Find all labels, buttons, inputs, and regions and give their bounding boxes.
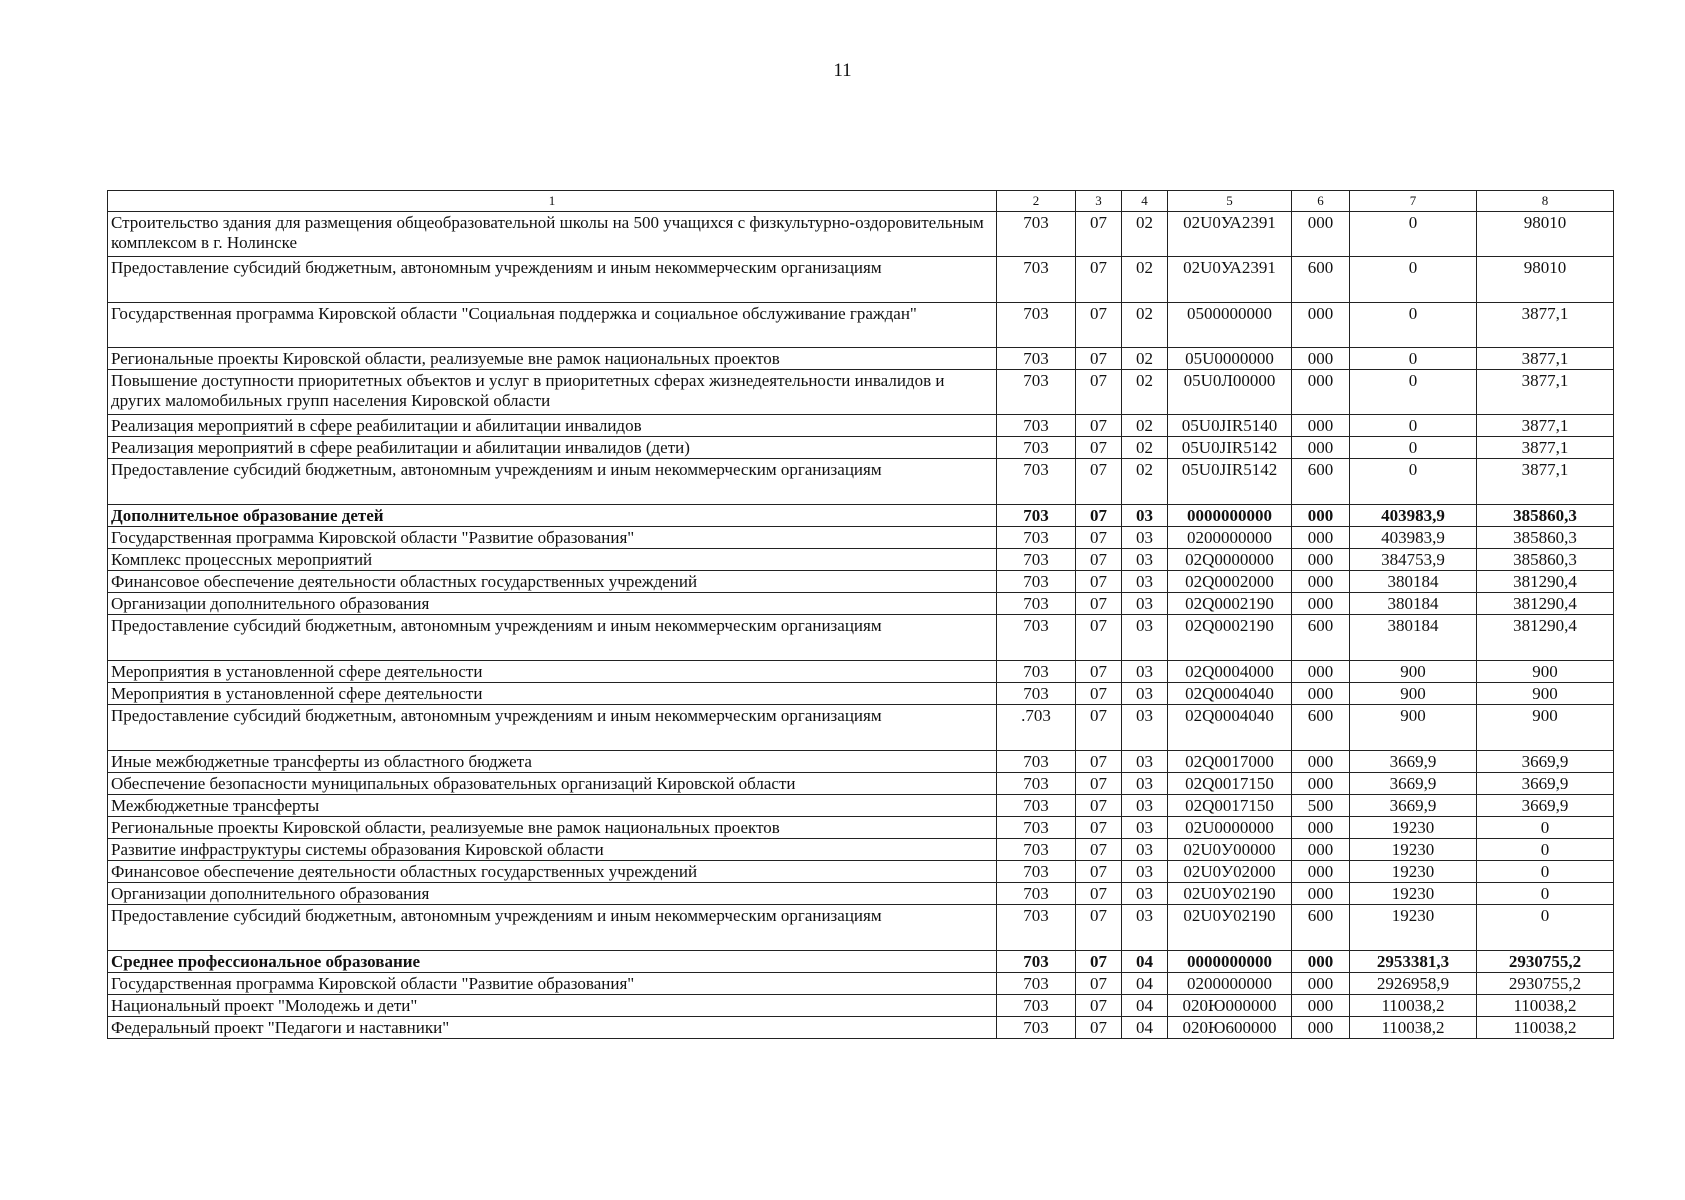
col7-cell: 900: [1350, 661, 1477, 683]
col8-cell: 3877,1: [1477, 415, 1614, 437]
col4-cell: 03: [1122, 861, 1168, 883]
header-cell: 6: [1292, 191, 1350, 212]
col5-cell: 02Q0004000: [1168, 661, 1292, 683]
col7-cell: 19230: [1350, 839, 1477, 861]
row-name-cell: Организации дополнительного образования: [108, 883, 997, 905]
col4-cell: 04: [1122, 995, 1168, 1017]
col4-cell: 03: [1122, 549, 1168, 571]
table-row: [108, 257, 1614, 303]
col8-cell: 0: [1477, 817, 1614, 839]
col3-cell: 07: [1076, 773, 1122, 795]
col8-cell: 0: [1477, 883, 1614, 905]
col5-cell: 05U0000000: [1168, 348, 1292, 370]
table-row: [108, 817, 1614, 839]
col3-cell: 07: [1076, 437, 1122, 459]
row-name-cell: Финансовое обеспечение деятельности областных государственных учреждений: [108, 861, 997, 883]
col8-cell: 381290,4: [1477, 593, 1614, 615]
col2-cell: .703: [997, 705, 1076, 751]
table-row: [108, 705, 1614, 751]
col8-cell: 385860,3: [1477, 527, 1614, 549]
table-row: [108, 571, 1614, 593]
col3-cell: 07: [1076, 883, 1122, 905]
col7-cell: 384753,9: [1350, 549, 1477, 571]
col8-cell: 3669,9: [1477, 751, 1614, 773]
col4-cell: 03: [1122, 795, 1168, 817]
col2-cell: 703: [997, 861, 1076, 883]
col4-cell: 02: [1122, 303, 1168, 348]
page-number: 11: [833, 60, 852, 81]
col8-cell: 3877,1: [1477, 459, 1614, 505]
col6-cell: 000: [1292, 593, 1350, 615]
col7-cell: 380184: [1350, 571, 1477, 593]
header-row: [108, 191, 1614, 212]
table-row: [108, 415, 1614, 437]
col4-cell: 02: [1122, 370, 1168, 415]
col7-cell: 110038,2: [1350, 995, 1477, 1017]
col2-cell: 703: [997, 683, 1076, 705]
row-name-cell: Предоставление субсидий бюджетным, автономным учреждениям и иным некоммерческим организациям: [108, 257, 997, 303]
col8-cell: 2930755,2: [1477, 973, 1614, 995]
col5-cell: 02Q0002000: [1168, 571, 1292, 593]
col7-cell: 0: [1350, 415, 1477, 437]
col2-cell: 703: [997, 1017, 1076, 1039]
row-name-cell: Комплекс процессных мероприятий: [108, 549, 997, 571]
col3-cell: 07: [1076, 593, 1122, 615]
col4-cell: 03: [1122, 661, 1168, 683]
col6-cell: 600: [1292, 257, 1350, 303]
col4-cell: 02: [1122, 459, 1168, 505]
col5-cell: 02Q0017150: [1168, 795, 1292, 817]
col5-cell: 0500000000: [1168, 303, 1292, 348]
row-name-cell: Повышение доступности приоритетных объектов и услуг в приоритетных сферах жизнедеятельности инвалидов и других маломобильных групп населения Кировской области: [108, 370, 997, 415]
col6-cell: 000: [1292, 527, 1350, 549]
row-name-cell: Межбюджетные трансферты: [108, 795, 997, 817]
col6-cell: 000: [1292, 773, 1350, 795]
col3-cell: 07: [1076, 348, 1122, 370]
col5-cell: 02U0У02000: [1168, 861, 1292, 883]
col2-cell: 703: [997, 348, 1076, 370]
col4-cell: 03: [1122, 905, 1168, 951]
row-name-cell: Государственная программа Кировской области "Социальная поддержка и социальное обслуживание граждан": [108, 303, 997, 348]
col7-cell: 0: [1350, 348, 1477, 370]
table-row: [108, 905, 1614, 951]
col7-cell: 0: [1350, 437, 1477, 459]
col6-cell: 600: [1292, 615, 1350, 661]
col6-cell: 000: [1292, 683, 1350, 705]
col6-cell: 600: [1292, 459, 1350, 505]
col3-cell: 07: [1076, 751, 1122, 773]
col4-cell: 03: [1122, 883, 1168, 905]
col2-cell: 703: [997, 839, 1076, 861]
col5-cell: 02U0У00000: [1168, 839, 1292, 861]
header-cell: 7: [1350, 191, 1477, 212]
col8-cell: 385860,3: [1477, 505, 1614, 527]
table-row: [108, 773, 1614, 795]
col3-cell: 07: [1076, 951, 1122, 973]
col7-cell: 110038,2: [1350, 1017, 1477, 1039]
col7-cell: 19230: [1350, 905, 1477, 951]
table-row: [108, 527, 1614, 549]
col6-cell: 000: [1292, 549, 1350, 571]
row-name-cell: Реализация мероприятий в сфере реабилитации и абилитации инвалидов (дети): [108, 437, 997, 459]
col3-cell: 07: [1076, 995, 1122, 1017]
col8-cell: 0: [1477, 861, 1614, 883]
col6-cell: 000: [1292, 1017, 1350, 1039]
col3-cell: 07: [1076, 459, 1122, 505]
table-row: [108, 951, 1614, 973]
col7-cell: 0: [1350, 459, 1477, 505]
col6-cell: 000: [1292, 973, 1350, 995]
col5-cell: 0000000000: [1168, 505, 1292, 527]
col5-cell: 02Q0002190: [1168, 615, 1292, 661]
col7-cell: 900: [1350, 683, 1477, 705]
col7-cell: 2953381,3: [1350, 951, 1477, 973]
col5-cell: 02Q0017150: [1168, 773, 1292, 795]
col2-cell: 703: [997, 973, 1076, 995]
col4-cell: 03: [1122, 505, 1168, 527]
col6-cell: 000: [1292, 437, 1350, 459]
col6-cell: 000: [1292, 995, 1350, 1017]
col2-cell: 703: [997, 527, 1076, 549]
col8-cell: 98010: [1477, 212, 1614, 257]
table-row: [108, 839, 1614, 861]
col2-cell: 703: [997, 370, 1076, 415]
col2-cell: 703: [997, 257, 1076, 303]
row-name-cell: Мероприятия в установленной сфере деятельности: [108, 683, 997, 705]
col3-cell: 07: [1076, 303, 1122, 348]
col5-cell: 02Q0004040: [1168, 683, 1292, 705]
row-name-cell: Дополнительное образование детей: [108, 505, 997, 527]
header-cell: 8: [1477, 191, 1614, 212]
col3-cell: 07: [1076, 527, 1122, 549]
col2-cell: 703: [997, 773, 1076, 795]
col2-cell: 703: [997, 212, 1076, 257]
row-name-cell: Мероприятия в установленной сфере деятельности: [108, 661, 997, 683]
col5-cell: 05U0JIR5142: [1168, 459, 1292, 505]
table-row: [108, 661, 1614, 683]
col4-cell: 02: [1122, 257, 1168, 303]
col6-cell: 000: [1292, 883, 1350, 905]
col2-cell: 703: [997, 415, 1076, 437]
col3-cell: 07: [1076, 861, 1122, 883]
row-name-cell: Государственная программа Кировской области "Развитие образования": [108, 973, 997, 995]
table-row: [108, 593, 1614, 615]
col4-cell: 04: [1122, 951, 1168, 973]
col2-cell: 703: [997, 615, 1076, 661]
col4-cell: 03: [1122, 705, 1168, 751]
table-row: [108, 370, 1614, 415]
col6-cell: 500: [1292, 795, 1350, 817]
col3-cell: 07: [1076, 615, 1122, 661]
col5-cell: 02Q0004040: [1168, 705, 1292, 751]
col5-cell: 0000000000: [1168, 951, 1292, 973]
col5-cell: 05U0JIR5140: [1168, 415, 1292, 437]
col8-cell: 3669,9: [1477, 773, 1614, 795]
col8-cell: 3669,9: [1477, 795, 1614, 817]
col4-cell: 03: [1122, 683, 1168, 705]
col3-cell: 07: [1076, 370, 1122, 415]
col6-cell: 000: [1292, 861, 1350, 883]
col8-cell: 0: [1477, 839, 1614, 861]
col7-cell: 3669,9: [1350, 795, 1477, 817]
table-row: [108, 549, 1614, 571]
col6-cell: 000: [1292, 571, 1350, 593]
row-name-cell: Иные межбюджетные трансферты из областного бюджета: [108, 751, 997, 773]
col4-cell: 03: [1122, 593, 1168, 615]
col5-cell: 02U0У02190: [1168, 883, 1292, 905]
table-row: [108, 861, 1614, 883]
row-name-cell: Предоставление субсидий бюджетным, автономным учреждениям и иным некоммерческим организациям: [108, 705, 997, 751]
table-row: [108, 615, 1614, 661]
col2-cell: 703: [997, 817, 1076, 839]
col4-cell: 03: [1122, 615, 1168, 661]
col6-cell: 000: [1292, 370, 1350, 415]
col3-cell: 07: [1076, 415, 1122, 437]
col3-cell: 07: [1076, 1017, 1122, 1039]
col3-cell: 07: [1076, 571, 1122, 593]
header-cell: 3: [1076, 191, 1122, 212]
col2-cell: 703: [997, 571, 1076, 593]
col7-cell: 0: [1350, 212, 1477, 257]
table-body: [108, 191, 1614, 1039]
col5-cell: 0200000000: [1168, 973, 1292, 995]
row-name-cell: Федеральный проект "Педагоги и наставники": [108, 1017, 997, 1039]
col8-cell: 0: [1477, 905, 1614, 951]
col6-cell: 000: [1292, 751, 1350, 773]
col3-cell: 07: [1076, 973, 1122, 995]
col8-cell: 381290,4: [1477, 571, 1614, 593]
col6-cell: 600: [1292, 905, 1350, 951]
row-name-cell: Национальный проект "Молодежь и дети": [108, 995, 997, 1017]
table-row: [108, 212, 1614, 257]
col5-cell: 02Q0000000: [1168, 549, 1292, 571]
col6-cell: 000: [1292, 415, 1350, 437]
header-cell: 4: [1122, 191, 1168, 212]
table-row: [108, 973, 1614, 995]
table-row: [108, 459, 1614, 505]
col8-cell: 3877,1: [1477, 303, 1614, 348]
col4-cell: 02: [1122, 415, 1168, 437]
col4-cell: 02: [1122, 437, 1168, 459]
col2-cell: 703: [997, 505, 1076, 527]
row-name-cell: Развитие инфраструктуры системы образования Кировской области: [108, 839, 997, 861]
col8-cell: 110038,2: [1477, 1017, 1614, 1039]
col3-cell: 07: [1076, 683, 1122, 705]
col6-cell: 000: [1292, 839, 1350, 861]
col4-cell: 03: [1122, 773, 1168, 795]
table-row: [108, 683, 1614, 705]
row-name-cell: Строительство здания для размещения общеобразовательной школы на 500 учащихся с физкультурно-оздоровительным комплексом в г. Нолинске: [108, 212, 997, 257]
col6-cell: 000: [1292, 661, 1350, 683]
col6-cell: 000: [1292, 505, 1350, 527]
header-cell: 5: [1168, 191, 1292, 212]
col4-cell: 04: [1122, 973, 1168, 995]
col2-cell: 703: [997, 661, 1076, 683]
col4-cell: 03: [1122, 527, 1168, 549]
col2-cell: 703: [997, 459, 1076, 505]
col2-cell: 703: [997, 995, 1076, 1017]
col4-cell: 03: [1122, 839, 1168, 861]
table-row: [108, 437, 1614, 459]
col7-cell: 19230: [1350, 861, 1477, 883]
col2-cell: 703: [997, 437, 1076, 459]
col2-cell: 703: [997, 549, 1076, 571]
col8-cell: 900: [1477, 705, 1614, 751]
col6-cell: 000: [1292, 212, 1350, 257]
row-name-cell: Государственная программа Кировской области "Развитие образования": [108, 527, 997, 549]
col6-cell: 000: [1292, 817, 1350, 839]
table-row: [108, 1017, 1614, 1039]
col5-cell: 05U0Л00000: [1168, 370, 1292, 415]
col5-cell: 02U0УА2391: [1168, 212, 1292, 257]
header-cell: 1: [108, 191, 997, 212]
col3-cell: 07: [1076, 839, 1122, 861]
table-row: [108, 795, 1614, 817]
col6-cell: 000: [1292, 348, 1350, 370]
row-name-cell: Предоставление субсидий бюджетным, автономным учреждениям и иным некоммерческим организациям: [108, 615, 997, 661]
table-row: [108, 883, 1614, 905]
col8-cell: 98010: [1477, 257, 1614, 303]
col4-cell: 04: [1122, 1017, 1168, 1039]
table-row: [108, 995, 1614, 1017]
row-name-cell: Предоставление субсидий бюджетным, автономным учреждениям и иным некоммерческим организациям: [108, 905, 997, 951]
budget-table: [107, 190, 1614, 1039]
row-name-cell: Обеспечение безопасности муниципальных образовательных организаций Кировской области: [108, 773, 997, 795]
col7-cell: 403983,9: [1350, 505, 1477, 527]
col2-cell: 703: [997, 883, 1076, 905]
row-name-cell: Организации дополнительного образования: [108, 593, 997, 615]
col2-cell: 703: [997, 751, 1076, 773]
col8-cell: 3877,1: [1477, 348, 1614, 370]
col2-cell: 703: [997, 303, 1076, 348]
col7-cell: 380184: [1350, 615, 1477, 661]
row-name-cell: Региональные проекты Кировской области, реализуемые вне рамок национальных проектов: [108, 817, 997, 839]
row-name-cell: Среднее профессиональное образование: [108, 951, 997, 973]
col7-cell: 3669,9: [1350, 773, 1477, 795]
col7-cell: 403983,9: [1350, 527, 1477, 549]
col4-cell: 03: [1122, 817, 1168, 839]
col3-cell: 07: [1076, 905, 1122, 951]
col5-cell: 02U0У02190: [1168, 905, 1292, 951]
col3-cell: 07: [1076, 817, 1122, 839]
col2-cell: 703: [997, 795, 1076, 817]
row-name-cell: Предоставление субсидий бюджетным, автономным учреждениям и иным некоммерческим организациям: [108, 459, 997, 505]
col2-cell: 703: [997, 905, 1076, 951]
col8-cell: 381290,4: [1477, 615, 1614, 661]
col8-cell: 900: [1477, 661, 1614, 683]
col8-cell: 3877,1: [1477, 370, 1614, 415]
col5-cell: 02U0УА2391: [1168, 257, 1292, 303]
col4-cell: 02: [1122, 348, 1168, 370]
col3-cell: 07: [1076, 505, 1122, 527]
col4-cell: 03: [1122, 751, 1168, 773]
col4-cell: 02: [1122, 212, 1168, 257]
col5-cell: 02Q0002190: [1168, 593, 1292, 615]
col8-cell: 900: [1477, 683, 1614, 705]
col8-cell: 385860,3: [1477, 549, 1614, 571]
col3-cell: 07: [1076, 795, 1122, 817]
col7-cell: 900: [1350, 705, 1477, 751]
col7-cell: 0: [1350, 303, 1477, 348]
col2-cell: 703: [997, 951, 1076, 973]
row-name-cell: Реализация мероприятий в сфере реабилитации и абилитации инвалидов: [108, 415, 997, 437]
col3-cell: 07: [1076, 257, 1122, 303]
col4-cell: 03: [1122, 571, 1168, 593]
col7-cell: 19230: [1350, 817, 1477, 839]
col8-cell: 110038,2: [1477, 995, 1614, 1017]
col8-cell: 3877,1: [1477, 437, 1614, 459]
col6-cell: 000: [1292, 303, 1350, 348]
table-row: [108, 348, 1614, 370]
col5-cell: 020Ю000000: [1168, 995, 1292, 1017]
col3-cell: 07: [1076, 705, 1122, 751]
col5-cell: 05U0JIR5142: [1168, 437, 1292, 459]
col3-cell: 07: [1076, 212, 1122, 257]
row-name-cell: Региональные проекты Кировской области, реализуемые вне рамок национальных проектов: [108, 348, 997, 370]
col3-cell: 07: [1076, 549, 1122, 571]
col2-cell: 703: [997, 593, 1076, 615]
table-row: [108, 505, 1614, 527]
col7-cell: 19230: [1350, 883, 1477, 905]
header-cell: 2: [997, 191, 1076, 212]
col7-cell: 3669,9: [1350, 751, 1477, 773]
col6-cell: 600: [1292, 705, 1350, 751]
col6-cell: 000: [1292, 951, 1350, 973]
table-row: [108, 303, 1614, 348]
row-name-cell: Финансовое обеспечение деятельности областных государственных учреждений: [108, 571, 997, 593]
col7-cell: 0: [1350, 257, 1477, 303]
col7-cell: 2926958,9: [1350, 973, 1477, 995]
col5-cell: 02Q0017000: [1168, 751, 1292, 773]
col5-cell: 020Ю600000: [1168, 1017, 1292, 1039]
col5-cell: 02U0000000: [1168, 817, 1292, 839]
table-row: [108, 751, 1614, 773]
col5-cell: 0200000000: [1168, 527, 1292, 549]
col8-cell: 2930755,2: [1477, 951, 1614, 973]
col3-cell: 07: [1076, 661, 1122, 683]
col7-cell: 380184: [1350, 593, 1477, 615]
col7-cell: 0: [1350, 370, 1477, 415]
